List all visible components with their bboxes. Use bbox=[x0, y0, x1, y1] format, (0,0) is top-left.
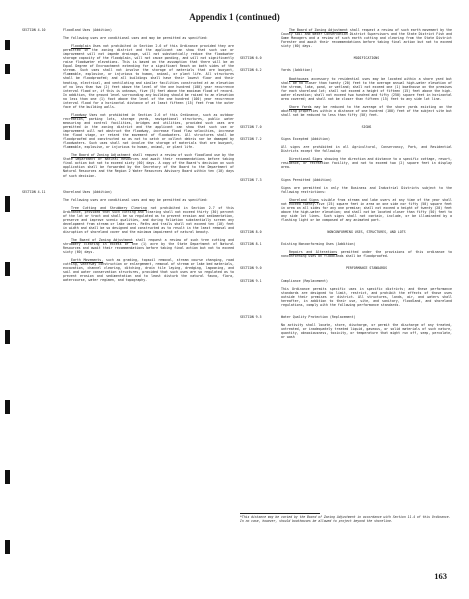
paragraph bbox=[63, 44, 234, 109]
section-title: NONCONFORMING USES, STRUCTURES, AND LOTS bbox=[327, 230, 406, 235]
section-title: Floodland Uses (Addition) bbox=[63, 28, 112, 32]
paragraph bbox=[281, 157, 452, 169]
section-body bbox=[63, 28, 234, 182]
run-in-heading: The Board of Zoning Adjustment bbox=[71, 153, 131, 158]
section-4-10 bbox=[22, 28, 234, 182]
paragraph bbox=[281, 77, 452, 101]
section-body bbox=[281, 137, 452, 173]
section-label: SECTION 9.5 bbox=[240, 314, 262, 319]
paragraph-text: shall request a review of such earth movement by the County Soil and Water Conservation District Supervisors and the State District Fish and Game Managers and a review of such earth cutting and clearing from the State District Forester and await their recommendations before taking final action but not to exceed sixty (60) days. bbox=[281, 28, 452, 49]
paragraph bbox=[281, 250, 452, 258]
left-column bbox=[22, 28, 234, 291]
section-title: Existing Nonconforming Uses (Addition) bbox=[281, 242, 356, 247]
section-6-0 bbox=[240, 56, 452, 64]
section-body bbox=[281, 315, 452, 343]
binding-mark bbox=[5, 64, 10, 74]
section-title: SIGNS bbox=[361, 125, 372, 130]
section-title: Shoreland Uses (Addition) bbox=[63, 189, 112, 194]
binding-mark bbox=[5, 540, 10, 554]
section-body bbox=[281, 266, 452, 274]
run-in-heading: The Board of Zoning Adjustment bbox=[289, 28, 348, 32]
paragraph-text: Uses not prohibited in Section 2.6 of this Ordinance, such as outdoor recreation, parking lots, storage yards, navigational structures, public water measuring and control facilities, bridges and utilities, provided such uses are permitted in the zoning district and the applicant can show that such use or improvement will not obstruct the floodway, increase flood flow velocities, increase the flood stage, or retard the movement of floodwaters. All structures shall be floodproofed and constructed so as not to catch or collect debris nor be damaged by floodwaters. Such uses shall not involve the storage of materials that are buoyant, flammable, explosive, or injurious to human, animal, or plant life. bbox=[63, 112, 234, 150]
paragraph bbox=[63, 113, 234, 149]
section-label: SECTION 7.3 bbox=[240, 177, 262, 182]
section-label: SECTION 9.1 bbox=[240, 278, 262, 283]
section-label: SECTION 4.11 bbox=[22, 189, 46, 194]
paragraph-text: shall request a review of such tree cutting and shrubbery clearing in excess of one (1) acre by the State Department of Natural Resources and await their recommendations before taking final action but not to exceed sixty (60) days. bbox=[63, 238, 234, 255]
paragraph: All signs are prohibited in all Agricultural, Conservancy, Park, and Residential Districts except the following: bbox=[281, 145, 452, 154]
section-title: Compliance (Replacement) bbox=[281, 278, 328, 283]
binding-mark bbox=[5, 330, 10, 344]
run-in-heading: Shore Yards bbox=[289, 104, 312, 109]
paragraph-text: visible from stream and lake users at any time of the year shall not exceed twenty-five (25) square feet in area on one side nor fifty (50) square feet in area on all sides for any one premise; shall not exceed a height of twenty (20) feet above the high-water elevation; and shall not be located closer than fifty (50) feet to any side lot lines. Such signs shall not contain, include, or be illuminated by a flashing light or be composed of any animated part. bbox=[281, 197, 452, 222]
section-body bbox=[281, 230, 452, 238]
binding-mark bbox=[5, 262, 10, 276]
paragraph bbox=[281, 105, 452, 117]
paragraph bbox=[63, 153, 234, 177]
section-label: SECTION 6.0 bbox=[240, 56, 262, 61]
binding-mark bbox=[5, 470, 10, 484]
paragraph bbox=[281, 28, 452, 48]
run-in-heading: Boathouses bbox=[289, 76, 309, 81]
binding-mark bbox=[5, 40, 10, 50]
section-label: SECTION 8.0 bbox=[240, 230, 262, 235]
section-title: Yards (Addition) bbox=[281, 68, 313, 73]
paragraph-text: not prohibited in Section 2.7 of this Ordinance, provided that such cutting and clearing shall not exceed thirty (30) percent of the lot or tract and shall be so regulated as to prevent erosion and sedimentation, preserve and improve scenic qualities, and during foliation substantially screen any development from stream or lake users. Paths and trails shall not exceed ten (10) feet in width and shall be so designed and constructed as to result in the least removal and disruption of shoreland cover and the minimum impairment of natural beauty. bbox=[63, 205, 234, 235]
run-in-heading: Repairs and Alterations bbox=[289, 250, 338, 255]
section-label: SECTION 9.0 bbox=[240, 266, 262, 271]
footnote-rule bbox=[240, 513, 320, 514]
section-body bbox=[281, 68, 452, 120]
paragraph: The following uses are conditional uses and may be permitted as specified: bbox=[63, 197, 208, 202]
section-7-2 bbox=[240, 137, 452, 173]
section-body bbox=[281, 28, 452, 52]
paragraph-text: may be reduced to the average of the shore yards existing on the abutting properties within a distance of one hundred (100) feet of the subject site but shall not be reduced to less than fifty (50) feet. bbox=[281, 104, 452, 117]
page-number: 163 bbox=[434, 571, 447, 581]
section-label: SECTION 8.1 bbox=[240, 242, 262, 247]
binding-mark bbox=[5, 400, 10, 414]
paragraph: No activity shall locate, store, discharge, or permit the discharge of any treated, untreated, or inadequately treated liquid, gaseous, or solid materials of such nature, quantity, obnoxiousness, toxicity, or temperature that might run off, seep, percolate, or wash bbox=[281, 323, 452, 340]
paragraph bbox=[281, 198, 452, 222]
paragraph bbox=[63, 206, 234, 234]
section-9-0 bbox=[240, 266, 452, 274]
run-in-heading: Floodway bbox=[71, 112, 87, 117]
section-title: Signs Permitted (Addition) bbox=[281, 177, 332, 182]
section-9-5 bbox=[240, 315, 452, 343]
paragraph-text: showing the direction and distance to a specific cottage, resort, residence, or recreation facility, and not to exceed two (2) square feet in display area. bbox=[281, 157, 452, 170]
run-in-heading: Floodplain bbox=[71, 44, 91, 49]
section-9-1 bbox=[240, 279, 452, 311]
section-7-0 bbox=[240, 125, 452, 133]
section-body bbox=[63, 190, 234, 287]
section-title: MODIFICATIONS bbox=[353, 56, 380, 61]
section-body bbox=[281, 125, 452, 133]
section-4-11-continued bbox=[240, 28, 452, 52]
section-label: SECTION 4.10 bbox=[22, 28, 46, 32]
section-label: SECTION 7.2 bbox=[240, 137, 262, 142]
run-in-heading: Shoreland Signs bbox=[289, 197, 319, 202]
section-body bbox=[281, 56, 452, 64]
section-8-1 bbox=[240, 242, 452, 262]
paragraph-text: such as grading, topsoil removal, stream course changing, road cutting, waterway construction or enlargement, removal of stream or lake bed materials, excavation, channel clearing, ditching, drain tile laying, dredging, lagooning, and soil and water conservation structures, provided that such uses are so regulated as to prevent erosion and sedimentation and to least disturb the natural fauna, flora, watercourse, water regimen, and topography. bbox=[63, 258, 234, 283]
paragraph bbox=[63, 258, 234, 282]
footnote: *This distance may be varied by the Board of Zoning Adjustment in accordance with Section 11.4 of this Ordinance. In no case, however, should boathouses be allowed to project beyond the shoreline. bbox=[240, 515, 451, 523]
section-7-3 bbox=[240, 178, 452, 226]
section-title: PERFORMANCE STANDARDS bbox=[345, 266, 388, 271]
paragraph-text: Uses not prohibited in Section 2.6 of this Ordinance provided they are permitted in the zoning district and the applicant can show that such use or improvement will not impede drainage, will not substantially reduce the floodwater storage capacity of the floodplain, will not cause ponding, and will not significantly raise floodwater elevations. This is based on the assumption that there will be an Equal Degree of Encroachment extending for a significant Reach on both sides of the stream. Such uses shall not involve the storage of materials that are buoyant, flammable, explosive, or injurious to human, animal, or plant life. All structures shall be floodproofed; and all buildings shall have their lowest floor and their heating, electrical, and ventilating and similar facilities constructed at an elevation of no less than two (2) feet above the level of the one hundred (100) year recurrence interval flood or, if this is unknown, five (5) feet above the maximum flood of record. In addition, the ground level surrounding any building should be raised to an elevation no less than one (1) foot above the level of the one hundred (100) year recurrence interval flood for a horizontal distance of at least fifteen (15) feet from the outer face of the building walls. bbox=[63, 44, 234, 109]
section-body bbox=[281, 242, 452, 262]
binding-mark bbox=[5, 124, 10, 140]
section-6-2 bbox=[240, 68, 452, 120]
section-body bbox=[281, 178, 452, 226]
section-8-0 bbox=[240, 230, 452, 238]
right-column bbox=[240, 28, 452, 347]
run-in-heading: Directional Signs bbox=[289, 157, 323, 162]
section-title: Signs Excepted (Addition) bbox=[281, 137, 330, 142]
paragraph-text: accessory to residential uses may be located within a shore yard but shall be no closer than twenty (20) feet to the average annual high-water elevation of the stream, lake, pond, or wetland; shall not exceed one (1) boathouse on the premises for each shoreland lot; shall not exceed a height of fifteen (15) feet above the high-water elevation; shall not exceed two hundred and fifty (250) square feet in horizontal area covered; and shall not be closer than fifteen (15) feet to any side lot line. bbox=[281, 76, 452, 101]
page-header: Appendix 1 (continued) bbox=[189, 12, 280, 22]
run-in-heading: The Board of Zoning Adjustment bbox=[71, 238, 133, 243]
section-4-11 bbox=[22, 190, 234, 287]
run-in-heading: Earth Movements, bbox=[71, 258, 104, 263]
section-body bbox=[281, 279, 452, 311]
section-label: SECTION 7.0 bbox=[240, 125, 262, 130]
section-label: SECTION 6.2 bbox=[240, 68, 262, 73]
paragraph-text: shall request a review of such floodland use by the State Department of Natural Resources and await their recommendations before taking final action but not to exceed sixty (60) days. A copy of the Board's decision on such application shall be forwarded by the Secretary of the Board to the Department of Natural Resources and the Region 2 Water Resources Advisory Board within ten (10) days of such decision. bbox=[63, 153, 234, 178]
binding-mark bbox=[5, 196, 10, 212]
paragraph: The following uses are conditional uses and may be permitted as specified: bbox=[63, 36, 208, 41]
paragraph: This Ordinance permits specific uses in specific districts; and these performance standards are designed to limit, restrict, and prohibit the effects of those uses outside their premises or district. All structures, lands, air, and waters shall hereafter, in addition to their use, site, and sanitary, floodland, and shoreland regulations, comply with the following performance standards. bbox=[281, 286, 452, 307]
section-title: Water Quality Protection (Replacement) bbox=[281, 314, 356, 319]
paragraph-text: permitted under the provisions of this ordinance to nonconforming uses on floodlands shall be floodproofed. bbox=[281, 250, 452, 259]
run-in-heading: Tree Cutting and Shrubbery Clearing bbox=[71, 205, 147, 210]
paragraph: Signs are permitted in only the Business and Industrial Districts subject to the following restrictions: bbox=[281, 185, 452, 194]
section-label-blank bbox=[240, 28, 281, 52]
paragraph bbox=[63, 238, 234, 254]
